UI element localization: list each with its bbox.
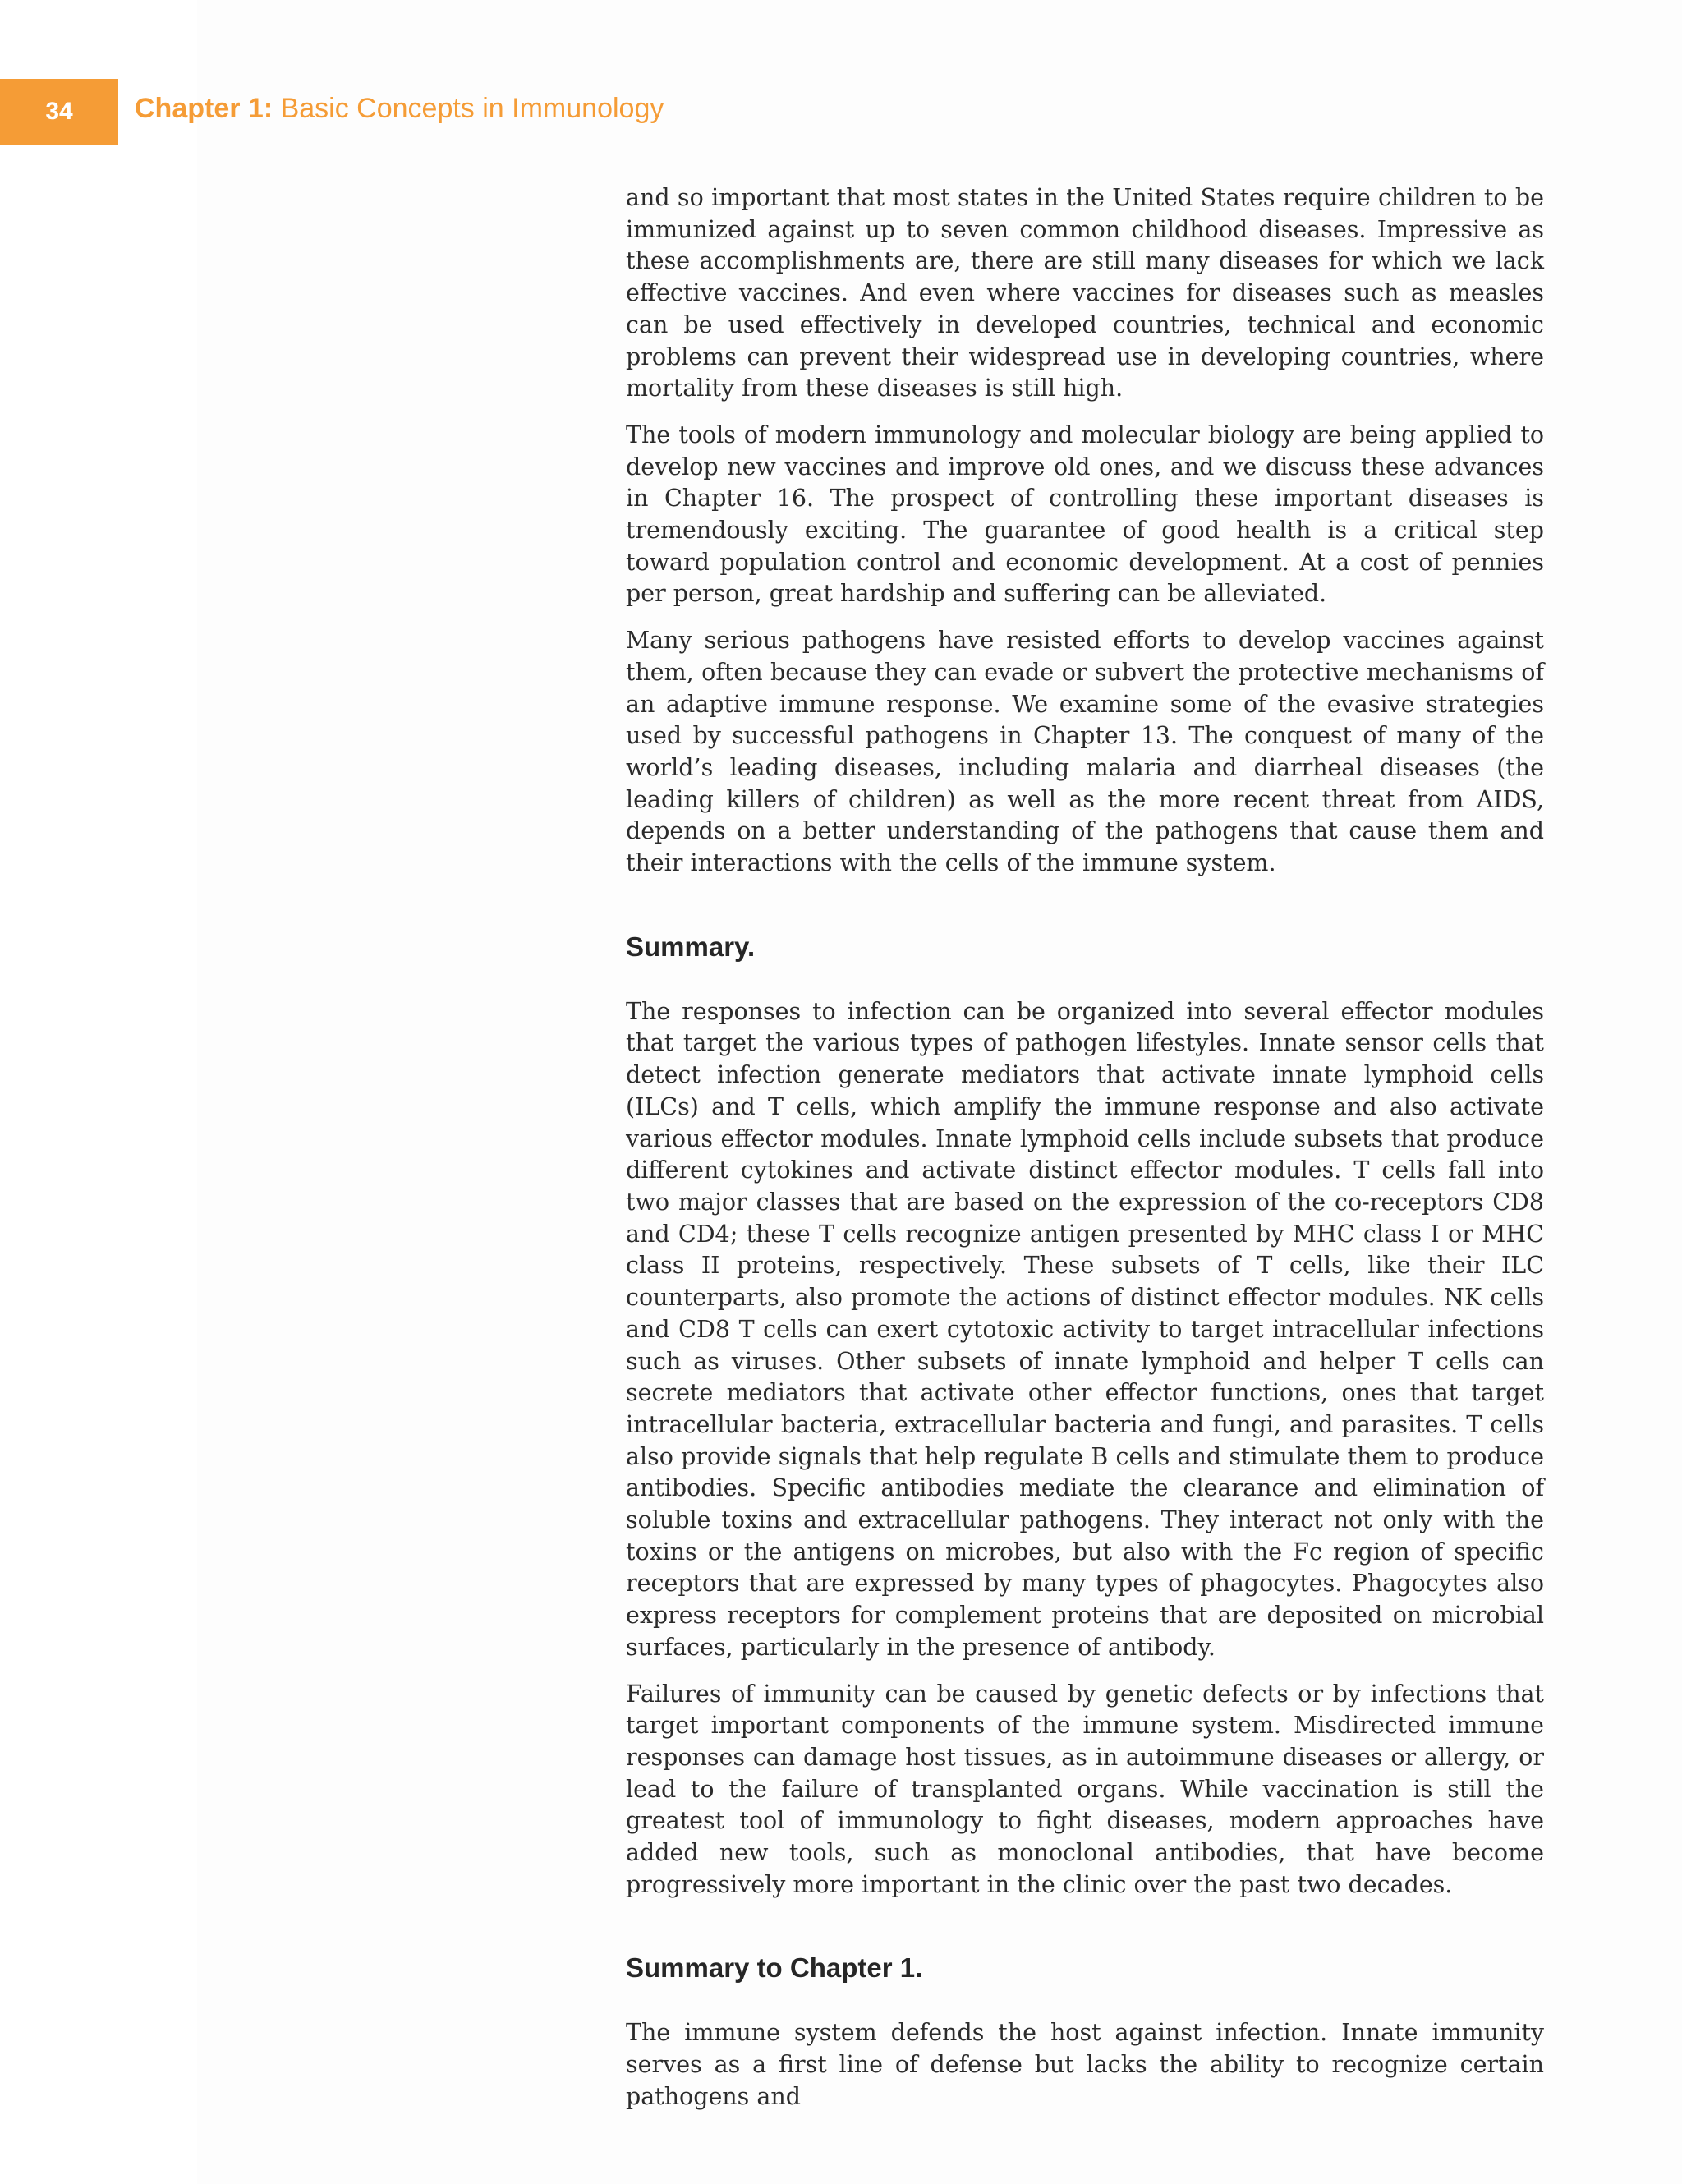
body-paragraph: and so important that most states in the United States require children to be immunized against up to seven common childhood diseases. Impressive as these accomplishments are, there are still many diseases for which we lack effective vaccines. And even where vaccines for diseases such as measles can be used effectively in developed countries, technical and economic problems can prevent their widespread use in developing countries, where mortality from these diseases is still high. [626, 184, 1544, 402]
running-head [135, 93, 664, 125]
summary-paragraph: Failures of immunity can be caused by genetic defects or by infections that target important components of the immune system. Misdirected immune responses can damage host tissues, as in autoimmune diseases or allergy, or lead to the failure of transplanted organs. While vaccination is still the greatest tool of immunology to fight diseases, modern approaches have added new tools, such as monoclonal antibodies, that have become progressively more important in the clinic over the past two decades. [626, 1680, 1544, 1898]
page-number: 34 [45, 98, 73, 125]
section-heading-summary: Summary. [626, 931, 756, 962]
chapter-summary-paragraph: The immune system defends the host against infection. Innate immunity serves as a first line of defense but lacks the ability to recognize certain pathogens and [626, 2019, 1544, 2110]
left-margin-band [0, 0, 197, 2184]
main-text-column [626, 182, 1544, 2128]
chapter-label: Chapter 1: [135, 93, 273, 124]
summary-paragraph: The responses to infection can be organized into several effector modules that target the various types of pathogen lifestyles. Innate sensor cells that detect infection generate mediators that activate innate lymphoid cells (ILCs) and T cells, which amplify the immune response and also activate various effector modules. Innate lymphoid cells include subsets that produce different cytokines and activate distinct effector modules. T cells fall into two major classes that are based on the expression of the co-receptors CD8 and CD4; these T cells recognize antigen presented by MHC class I or MHC class II proteins, respectively. These subsets of T cells, like their ILC counterparts, also promote the actions of distinct effector modules. NK cells and CD8 T cells can exert cytotoxic activity to target intracellular infections such as viruses. Other subsets of innate lymphoid and helper T cells can secrete mediators that activate other effector functions, ones that target intracellular bacteria, extracellular bacteria and fungi, and parasites. T cells also provide signals that help regulate B cells and stimulate them to produce antibodies. Specific antibodies mediate the clearance and elimination of soluble toxins and extracellular pathogens. They interact not only with the toxins or the antigens on microbes, but also with the Fc region of specific receptors that are expressed by many types of phagocytes. Phagocytes also express receptors for complement proteins that are deposited on microbial surfaces, particularly in the presence of antibody. [626, 997, 1544, 1661]
page-number-tab [0, 79, 118, 145]
section-heading-chapter-summary: Summary to Chapter 1. [626, 1952, 923, 1984]
body-paragraph: The tools of modern immunology and molecular biology are being applied to develop new vaccines and improve old ones, and we discuss these advances in Chapter 16. The prospect of controlling these important diseases is tremendously exciting. The guarantee of good health is a critical step toward population control and economic development. At a cost of pennies per person, great hardship and suffering can be alleviated. [626, 421, 1544, 608]
body-paragraph: Many serious pathogens have resisted efforts to develop vaccines against them, often because they can evade or subvert the protective mechanisms of an adaptive immune response. We examine some of the evasive strategies used by successful pathogens in Chapter 13. The conquest of many of the world’s leading diseases, including malaria and diarrheal diseases (the leading killers of children) as well as the more recent threat from AIDS, depends on a better understanding of the pathogens that cause them and their interactions with the cells of the immune system. [626, 627, 1544, 877]
chapter-title: Basic Concepts in Immunology [273, 93, 664, 124]
